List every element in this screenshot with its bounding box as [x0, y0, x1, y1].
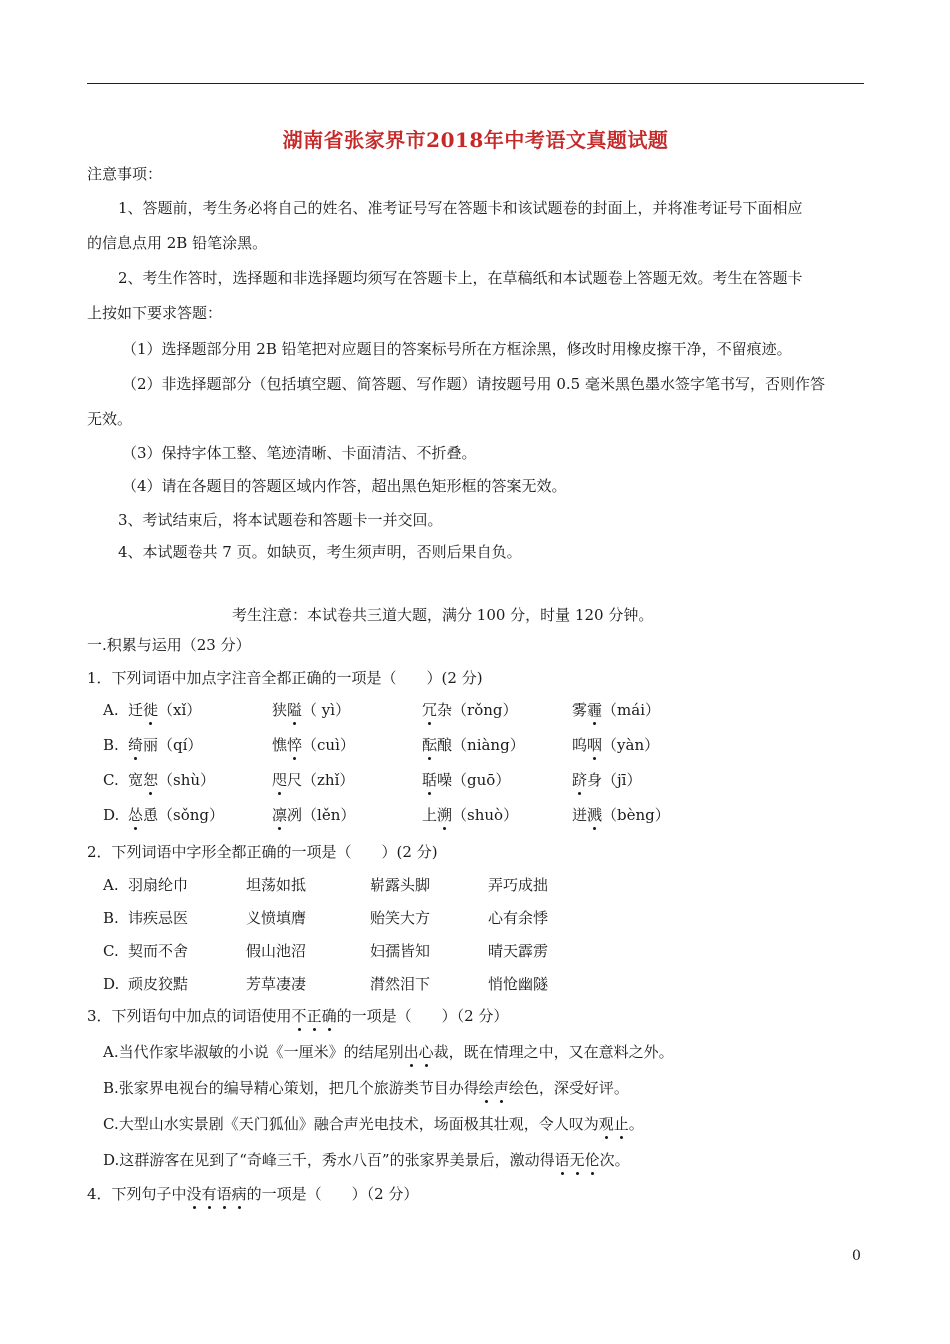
emphasis-char: 语	[554, 1151, 570, 1169]
emphasis-char: 没	[186, 1185, 202, 1203]
option-item	[272, 735, 355, 755]
q4-stem-dotted	[187, 1185, 247, 1203]
emphasis-char: 出	[403, 1043, 419, 1061]
option-label: D.	[103, 975, 120, 993]
word-part: 宽	[128, 771, 144, 789]
option-item	[572, 805, 670, 825]
word-part: 雾	[572, 701, 588, 719]
option-item: 羽扇纶巾	[128, 876, 189, 894]
sentence-part: 次。	[599, 1151, 630, 1169]
question-3-stem	[87, 1006, 508, 1026]
question-2-stem: 2．下列词语中字形全都正确的一项是（ ）(2 分)	[87, 843, 438, 861]
emphasis-char: 语	[216, 1185, 232, 1203]
word-part: 迸	[572, 806, 588, 824]
notice-sub-3: （3）保持字体工整、笔迹清晰、卡面清洁、不折叠。	[122, 444, 477, 462]
pinyin: （yàn）	[602, 736, 660, 754]
emphasis-char: 酝	[422, 736, 438, 754]
option-item: 弄巧成拙	[488, 876, 549, 894]
page-title: 湖南省张家界市2018年中考语文真题试题	[282, 128, 669, 152]
word-part: 憔	[272, 736, 288, 754]
notice-heading: 注意事项：	[87, 165, 163, 183]
option-item: 妇孺皆知	[370, 942, 431, 960]
option-item: 潸然泪下	[370, 975, 431, 993]
option-item: 悄怆幽隧	[488, 975, 549, 993]
sentence-part: D.这群游客在见到了“奇峰三千，秀水八百”的张家界美景后，激动得	[103, 1151, 555, 1169]
option-sentence	[103, 1042, 674, 1062]
option-label: C.	[103, 771, 119, 789]
option-item	[128, 735, 202, 755]
question-1-stem: 1．下列词语中加点字注音全都正确的一项是（ ）(2 分)	[87, 669, 483, 687]
option-label: D.	[103, 806, 120, 824]
emphasis-char: 声	[493, 1079, 509, 1097]
notice-sub-4: （4）请在各题目的答题区域内作答，超出黑色矩形框的答案无效。	[122, 477, 567, 495]
q3-stem-pre: 3．下列语句中加点的词语使用	[87, 1007, 292, 1025]
option-label: B.	[103, 736, 119, 754]
emphasis-char: 无	[569, 1151, 585, 1169]
exam-note: 考生注意：本试卷共三道大题，满分 100 分，时量 120 分钟。	[232, 606, 654, 624]
notice-item-2-cont: 上按如下要求答题：	[87, 304, 223, 322]
option-item: 芳草凄凄	[246, 975, 307, 993]
word-part: 恿	[143, 806, 159, 824]
option-item: 契而不舍	[128, 942, 189, 960]
option-label: A.	[103, 876, 119, 894]
word-part: 冽	[287, 806, 303, 824]
notice-sub-2: （2）非选择题部分（包括填空题、简答题、写作题）请按题号用 0.5 毫米黑色墨水签字笔书写，否则作答	[122, 375, 825, 393]
option-item: 晴天霹雳	[488, 942, 549, 960]
emphasis-char: 怂	[128, 806, 144, 824]
word-part: 噪	[437, 771, 453, 789]
option-item: 贻笑大方	[370, 909, 431, 927]
word-part: 呜	[572, 736, 588, 754]
emphasis-char: 徙	[143, 701, 159, 719]
word-part: 上	[422, 806, 438, 824]
pinyin: （rǒng）	[452, 701, 518, 719]
emphasis-char: 病	[231, 1185, 247, 1203]
section-heading: 一.积累与运用（23 分）	[87, 636, 251, 654]
notice-item-1: 1、答题前，考生务必将自己的姓名、准考证号写在答题卡和该试题卷的封面上，并将准考证号下面相应	[118, 199, 803, 217]
option-sentence	[103, 1114, 644, 1134]
pinyin: （xǐ）	[158, 701, 202, 719]
emphasis-char: 霾	[587, 701, 603, 719]
emphasis-char: 有	[201, 1185, 217, 1203]
emphasis-char: 咫	[272, 771, 288, 789]
emphasis-char: 止	[613, 1115, 629, 1133]
notice-item-3: 3、考试结束后，将本试题卷和答题卡一并交回。	[118, 511, 443, 529]
pinyin: （jī）	[602, 771, 642, 789]
option-item	[572, 700, 660, 720]
notice-item-4: 4、本试题卷共 7 页。如缺页，考生须声明，否则后果自负。	[118, 543, 522, 561]
word-part: 尺	[287, 771, 303, 789]
emphasis-char: 冗	[422, 701, 438, 719]
pinyin: （shuò）	[452, 806, 519, 824]
emphasis-char: 聒	[422, 771, 438, 789]
pinyin: （shù）	[158, 771, 216, 789]
header-rule	[87, 83, 864, 84]
option-item	[272, 805, 355, 825]
pinyin: （niàng）	[452, 736, 525, 754]
pinyin: （cuì）	[302, 736, 355, 754]
sentence-part: 。	[628, 1115, 644, 1133]
pinyin: （qí）	[158, 736, 203, 754]
emphasis-char: 凛	[272, 806, 288, 824]
pinyin: （bèng）	[602, 806, 670, 824]
q4-stem-pre: 4．下列句子中	[87, 1185, 187, 1203]
q3-stem-post: 的一项是（ ）（2 分）	[336, 1007, 509, 1025]
option-item: 崭露头脚	[370, 876, 431, 894]
emphasis-char: 确	[321, 1007, 337, 1025]
sentence-part: A.当代作家毕淑敏的小说《一厘米》的结尾别	[103, 1043, 404, 1061]
option-sentence	[103, 1078, 629, 1098]
emphasis-char: 正	[306, 1007, 322, 1025]
q4-stem-post: 的一项是（ ）（2 分）	[246, 1185, 419, 1203]
emphasis-char: 恕	[143, 771, 159, 789]
emphasis-char: 心	[418, 1043, 434, 1061]
option-item: 义愤填膺	[246, 909, 307, 927]
option-item: 坦荡如抵	[246, 876, 307, 894]
option-item	[272, 700, 350, 720]
word-part: 身	[587, 771, 603, 789]
option-item	[572, 770, 641, 790]
option-item: 顽皮狡黠	[128, 975, 189, 993]
option-label: B.	[103, 909, 119, 927]
pinyin: （guō）	[452, 771, 511, 789]
emphasis-char: 绘	[478, 1079, 494, 1097]
emphasis-char: 隘	[287, 701, 303, 719]
page-number: 0	[852, 1248, 861, 1264]
emphasis-char: 溅	[587, 806, 603, 824]
option-item	[422, 735, 525, 755]
emphasis-char: 绮	[128, 736, 144, 754]
sentence-part: B.张家界电视台的编导精心策划，把几个旅游类节目办得	[103, 1079, 479, 1097]
notice-sub-1: （1）选择题部分用 2B 铅笔把对应题目的答案标号所在方框涂黑，修改时用橡皮擦干净，不留痕迹。	[122, 340, 792, 358]
pinyin: （mái）	[602, 701, 660, 719]
emphasis-char: 咽	[587, 736, 603, 754]
pinyin: （zhǐ）	[302, 771, 355, 789]
word-part: 杂	[437, 701, 453, 719]
option-item: 讳疾忌医	[128, 909, 189, 927]
option-item: 假山池沼	[246, 942, 307, 960]
question-4-stem	[87, 1184, 418, 1204]
word-part: 迁	[128, 701, 144, 719]
option-item	[272, 770, 354, 790]
word-part: 狭	[272, 701, 288, 719]
sentence-part: 绘色，深受好评。	[508, 1079, 629, 1097]
word-part: 酿	[437, 736, 453, 754]
sentence-part: 裁，既在情理之中，又在意料之外。	[433, 1043, 674, 1061]
option-item	[128, 770, 215, 790]
emphasis-char: 跻	[572, 771, 588, 789]
emphasis-char: 不	[291, 1007, 307, 1025]
pinyin: （ yì）	[302, 701, 351, 719]
option-item	[422, 770, 510, 790]
option-item	[128, 805, 224, 825]
sentence-part: C.大型山水实景剧《天门狐仙》融合声光电技术，场面极其壮观，令人叹为	[103, 1115, 599, 1133]
emphasis-char: 悴	[287, 736, 303, 754]
pinyin: （sǒng）	[158, 806, 225, 824]
word-part: 丽	[143, 736, 159, 754]
option-item	[572, 735, 659, 755]
option-item	[128, 700, 201, 720]
emphasis-char: 伦	[584, 1151, 600, 1169]
option-label: C.	[103, 942, 119, 960]
notice-sub-2-cont: 无效。	[87, 410, 133, 428]
notice-item-2: 2、考生作答时，选择题和非选择题均须写在答题卡上，在草稿纸和本试题卷上答题无效。考生在答题卡	[118, 269, 803, 287]
emphasis-char: 观	[598, 1115, 614, 1133]
option-item	[422, 805, 518, 825]
option-label: A.	[103, 701, 119, 719]
emphasis-char: 溯	[437, 806, 453, 824]
pinyin: （lěn）	[302, 806, 356, 824]
option-sentence	[103, 1150, 630, 1170]
option-item: 心有余悸	[488, 909, 549, 927]
q3-stem-dotted	[292, 1007, 337, 1025]
option-item	[422, 700, 518, 720]
notice-item-1-cont: 的信息点用 2B 铅笔涂黑。	[87, 234, 268, 252]
